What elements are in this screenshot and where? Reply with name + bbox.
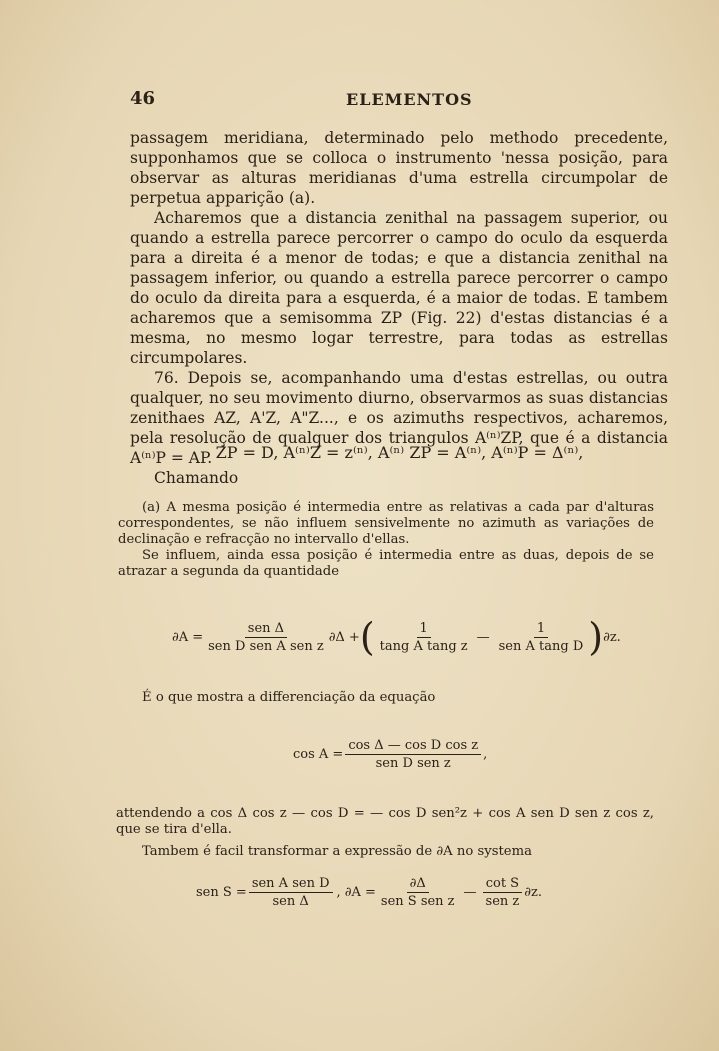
footnotes [118,500,654,580]
eq3-f2-denominator: sen S sen z [380,894,455,909]
eq2-numerator: cos Δ — cos D cos z [345,738,481,755]
eq2-fraction [345,738,481,771]
eq1-f2-denominator: tang A tang z [379,638,468,654]
eq3-fraction-1 [249,876,333,909]
eq2-denominator: sen D sen z [375,756,451,771]
line-differenciacao: É o que mostra a differenciação da equação [142,690,436,705]
eq1-lhs: ∂A = [172,629,204,645]
eq1-fraction-3 [496,621,587,654]
page-header [130,88,670,112]
paragraph-76: 76. Depois se, acompanhando uma d'estas estrellas, ou outra qualquer, no seu movimento diurno, observarmos as suas distancias zenithaes AZ, A'Z, A"Z..., e os azimuths respectivos, acharemos, pela resolução de qualquer dos triangulos A⁽ⁿ⁾ZP, que é a distancia A⁽ⁿ⁾P = AP. [130,369,668,467]
eq2-lhs: cos A = [293,747,344,762]
eq3-fraction-2 [378,876,458,909]
eq1-fraction-1 [205,621,327,654]
eq3-f1-denominator: sen Δ [272,894,309,909]
right-paren: ) [588,615,604,659]
main-text [130,128,668,488]
paragraph-1: passagem meridiana, determinado pelo methodo precedente, supponhamos que se colloca o instrumento 'nessa posição, para observar as alturas meridianas d'uma estrella circumpolar de perpetua apparição (a). [130,129,668,207]
eq1-f1-numerator: sen Δ [245,621,287,638]
page-number: 46 [130,88,156,109]
eq1-minus: — [476,629,490,645]
eq3-tail: ∂z. [524,885,542,900]
left-paren: ( [359,615,375,659]
paragraph-2: Acharemos que a distancia zenithal na passagem superior, ou quando a estrella parece percorrer o campo do oculo da esquerda para a direita é a menor de todas; e que a distancia zenithal na passagem inferior, ou quando a estrella parece percorrer o campo do oculo da direita para a esquerda, é a maior de todas. E tambem acharemos que a semisomma ZP (Fig. 22) d'estas distancias é a mesma, no mesmo logar terrestre, para todas as estrellas circumpolares. [130,209,668,367]
paragraph-chamando: Chamando [154,469,239,487]
footnote-a: (a) A mesma posição é intermedia entre as relativas a cada par d'alturas correspondentes, se não influem sensivelmente no azimuth as variações de declinação e refracção no intervallo d'ellas. [118,500,654,547]
eq3-f3-numerator: cot S [483,876,522,893]
eq1-f1-denominator: sen D sen A sen z [208,638,324,654]
footnote-b: Se influem, ainda essa posição é intermedia entre as duas, depois de se atrazar a segunda da quantidade [118,548,654,579]
eq3-f3-denominator: sen z [485,894,520,909]
eq1-f2-numerator: 1 [417,621,431,638]
equation-2 [293,738,487,771]
running-title: ELEMENTOS [346,90,473,109]
eq3-f2-numerator: ∂Δ [407,876,429,893]
line-transformar: Tambem é facil transformar a expressão de ∂A no systema [142,844,532,859]
eq1-f3-denominator: sen A tang D [498,638,584,654]
eq2-tail: , [483,747,488,762]
equation-3 [196,876,542,909]
eq3-minus: — [463,885,477,900]
eq1-fraction-2 [377,621,471,654]
eq1-f3-numerator: 1 [534,621,548,638]
main-formula: ZP = D, A⁽ⁿ⁾Z = z⁽ⁿ⁾, A⁽ⁿ⁾ ZP = A⁽ⁿ⁾, A⁽ⁿ⁾P = Δ⁽ⁿ⁾, [215,443,584,462]
eq1-tail: ∂z. [603,629,621,645]
eq3-f1-numerator: sen A sen D [249,876,333,893]
equation-1 [172,615,621,659]
line-attendendo: attendendo a cos Δ cos z — cos D = — cos D sen²z + cos A sen D sen z cos z, que se tira d'ella. [116,806,654,837]
eq3-mid: , ∂A = [336,885,376,900]
eq1-mid: ∂Δ + [328,629,360,645]
eq3-lhs: sen S = [196,885,247,900]
eq3-fraction-3 [483,876,523,909]
